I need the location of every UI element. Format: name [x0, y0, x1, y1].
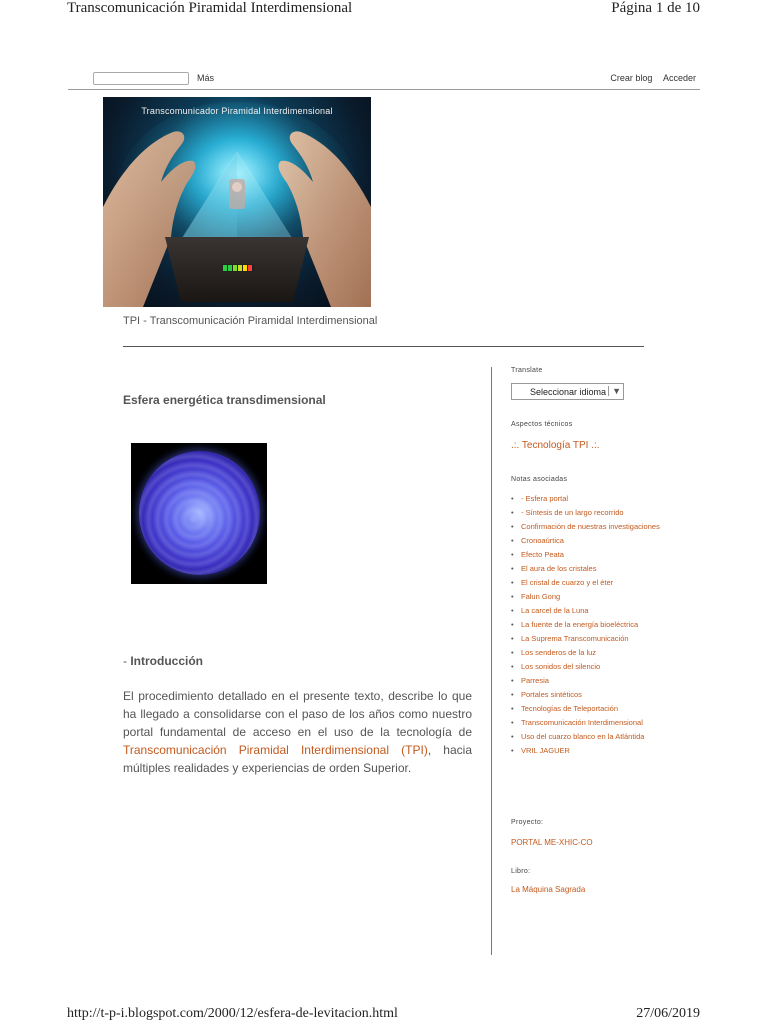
intro-paragraph-start: El procedimiento detallado en el presente texto, describe lo que ha llegado a consolidarse con el paso de los años como nuestro portal fundamental de acceso en el uso de la tecnología de: [123, 689, 472, 739]
note-link[interactable]: • Confirmación de nuestras investigaciones: [511, 522, 671, 531]
intro-heading: [123, 654, 203, 668]
print-page-number: Página 1 de 10: [611, 0, 700, 16]
note-link[interactable]: • La fuente de la energía bioeléctrica: [511, 620, 671, 629]
language-select[interactable]: [511, 383, 624, 400]
sphere-graphic: [139, 451, 260, 575]
print-page-title: Transcomunicación Piramidal Interdimensional: [67, 0, 353, 16]
note-link[interactable]: • Cronoaúrtica: [511, 536, 671, 545]
column-divider: [491, 367, 492, 955]
note-link[interactable]: • Falun Gong: [511, 592, 671, 601]
note-link[interactable]: • El cristal de cuarzo y el éter: [511, 578, 671, 587]
print-page-url: http://t-p-i.blogspot.com/2000/12/esfera-de-levitacion.html: [67, 1006, 398, 1021]
create-blog-link[interactable]: Crear blog: [610, 73, 653, 83]
project-link[interactable]: PORTAL ME-XHIC-CO: [511, 838, 593, 847]
book-heading: Libro:: [511, 868, 531, 875]
intro-heading-prefix: -: [123, 654, 131, 668]
blog-header-banner[interactable]: [103, 97, 371, 307]
banner-title: Transcomunicador Piramidal Interdimensional: [141, 106, 333, 116]
note-link[interactable]: • Tecnologías de Teleportación: [511, 704, 671, 713]
note-link[interactable]: • Uso del cuarzo blanco en la Atlántida: [511, 732, 671, 741]
note-link[interactable]: • Portales sintéticos: [511, 690, 671, 699]
print-footer: [67, 1006, 700, 1024]
project-heading: Proyecto:: [511, 819, 544, 826]
technology-tpi-link[interactable]: .:. Tecnología TPI .:.: [511, 440, 600, 451]
login-link[interactable]: Acceder: [662, 73, 696, 83]
intro-paragraph-end: , hacia múltiples realidades y experiencias de orden Superior.: [123, 743, 472, 775]
print-header: [67, 0, 700, 20]
note-link[interactable]: • - Síntesis de un largo recorrido: [511, 508, 671, 517]
note-link[interactable]: • Los senderos de la luz: [511, 648, 671, 657]
intro-paragraph: [123, 687, 472, 777]
navbar-more-link[interactable]: Más: [197, 73, 215, 83]
blog-description: TPI - Transcomunicación Piramidal Interdimensional: [123, 315, 378, 327]
intro-heading-text: Introducción: [130, 654, 204, 668]
note-link[interactable]: • Parresia: [511, 676, 671, 685]
navbar-search-input[interactable]: [93, 72, 189, 85]
related-notes-heading: Notas asociadas: [511, 476, 568, 483]
note-link[interactable]: • La carcel de la Luna: [511, 606, 671, 615]
language-select-label: Seleccionar idioma: [530, 387, 607, 397]
note-link[interactable]: • VRIL JAGUER: [511, 746, 671, 755]
note-link[interactable]: • El aura de los cristales: [511, 564, 671, 573]
note-link[interactable]: • Los sonidos del silencio: [511, 662, 671, 671]
note-link[interactable]: • - Esfera portal: [511, 494, 671, 503]
book-link[interactable]: La Máquina Sagrada: [511, 885, 586, 894]
navbar-account-links: [602, 73, 696, 83]
translate-heading: Translate: [511, 367, 543, 374]
post-title[interactable]: Esfera energética transdimensional: [123, 393, 326, 407]
print-date: 27/06/2019: [636, 1006, 700, 1021]
note-link[interactable]: • La Suprema Transcomunicación: [511, 634, 671, 643]
pyramid-hands-illustration: [103, 97, 371, 307]
related-notes-list: [511, 494, 671, 760]
blogger-navbar: [68, 70, 700, 90]
energy-sphere-image[interactable]: [131, 443, 267, 584]
header-divider: [123, 346, 644, 347]
note-link[interactable]: • Efecto Peata: [511, 550, 671, 559]
tpi-link[interactable]: Transcomunicación Piramidal Interdimensional (TPI): [123, 743, 428, 757]
chevron-down-icon: ▼: [608, 386, 621, 396]
technical-aspects-heading: Aspectos técnicos: [511, 421, 573, 428]
note-link[interactable]: • Transcomunicación Interdimensional: [511, 718, 671, 727]
